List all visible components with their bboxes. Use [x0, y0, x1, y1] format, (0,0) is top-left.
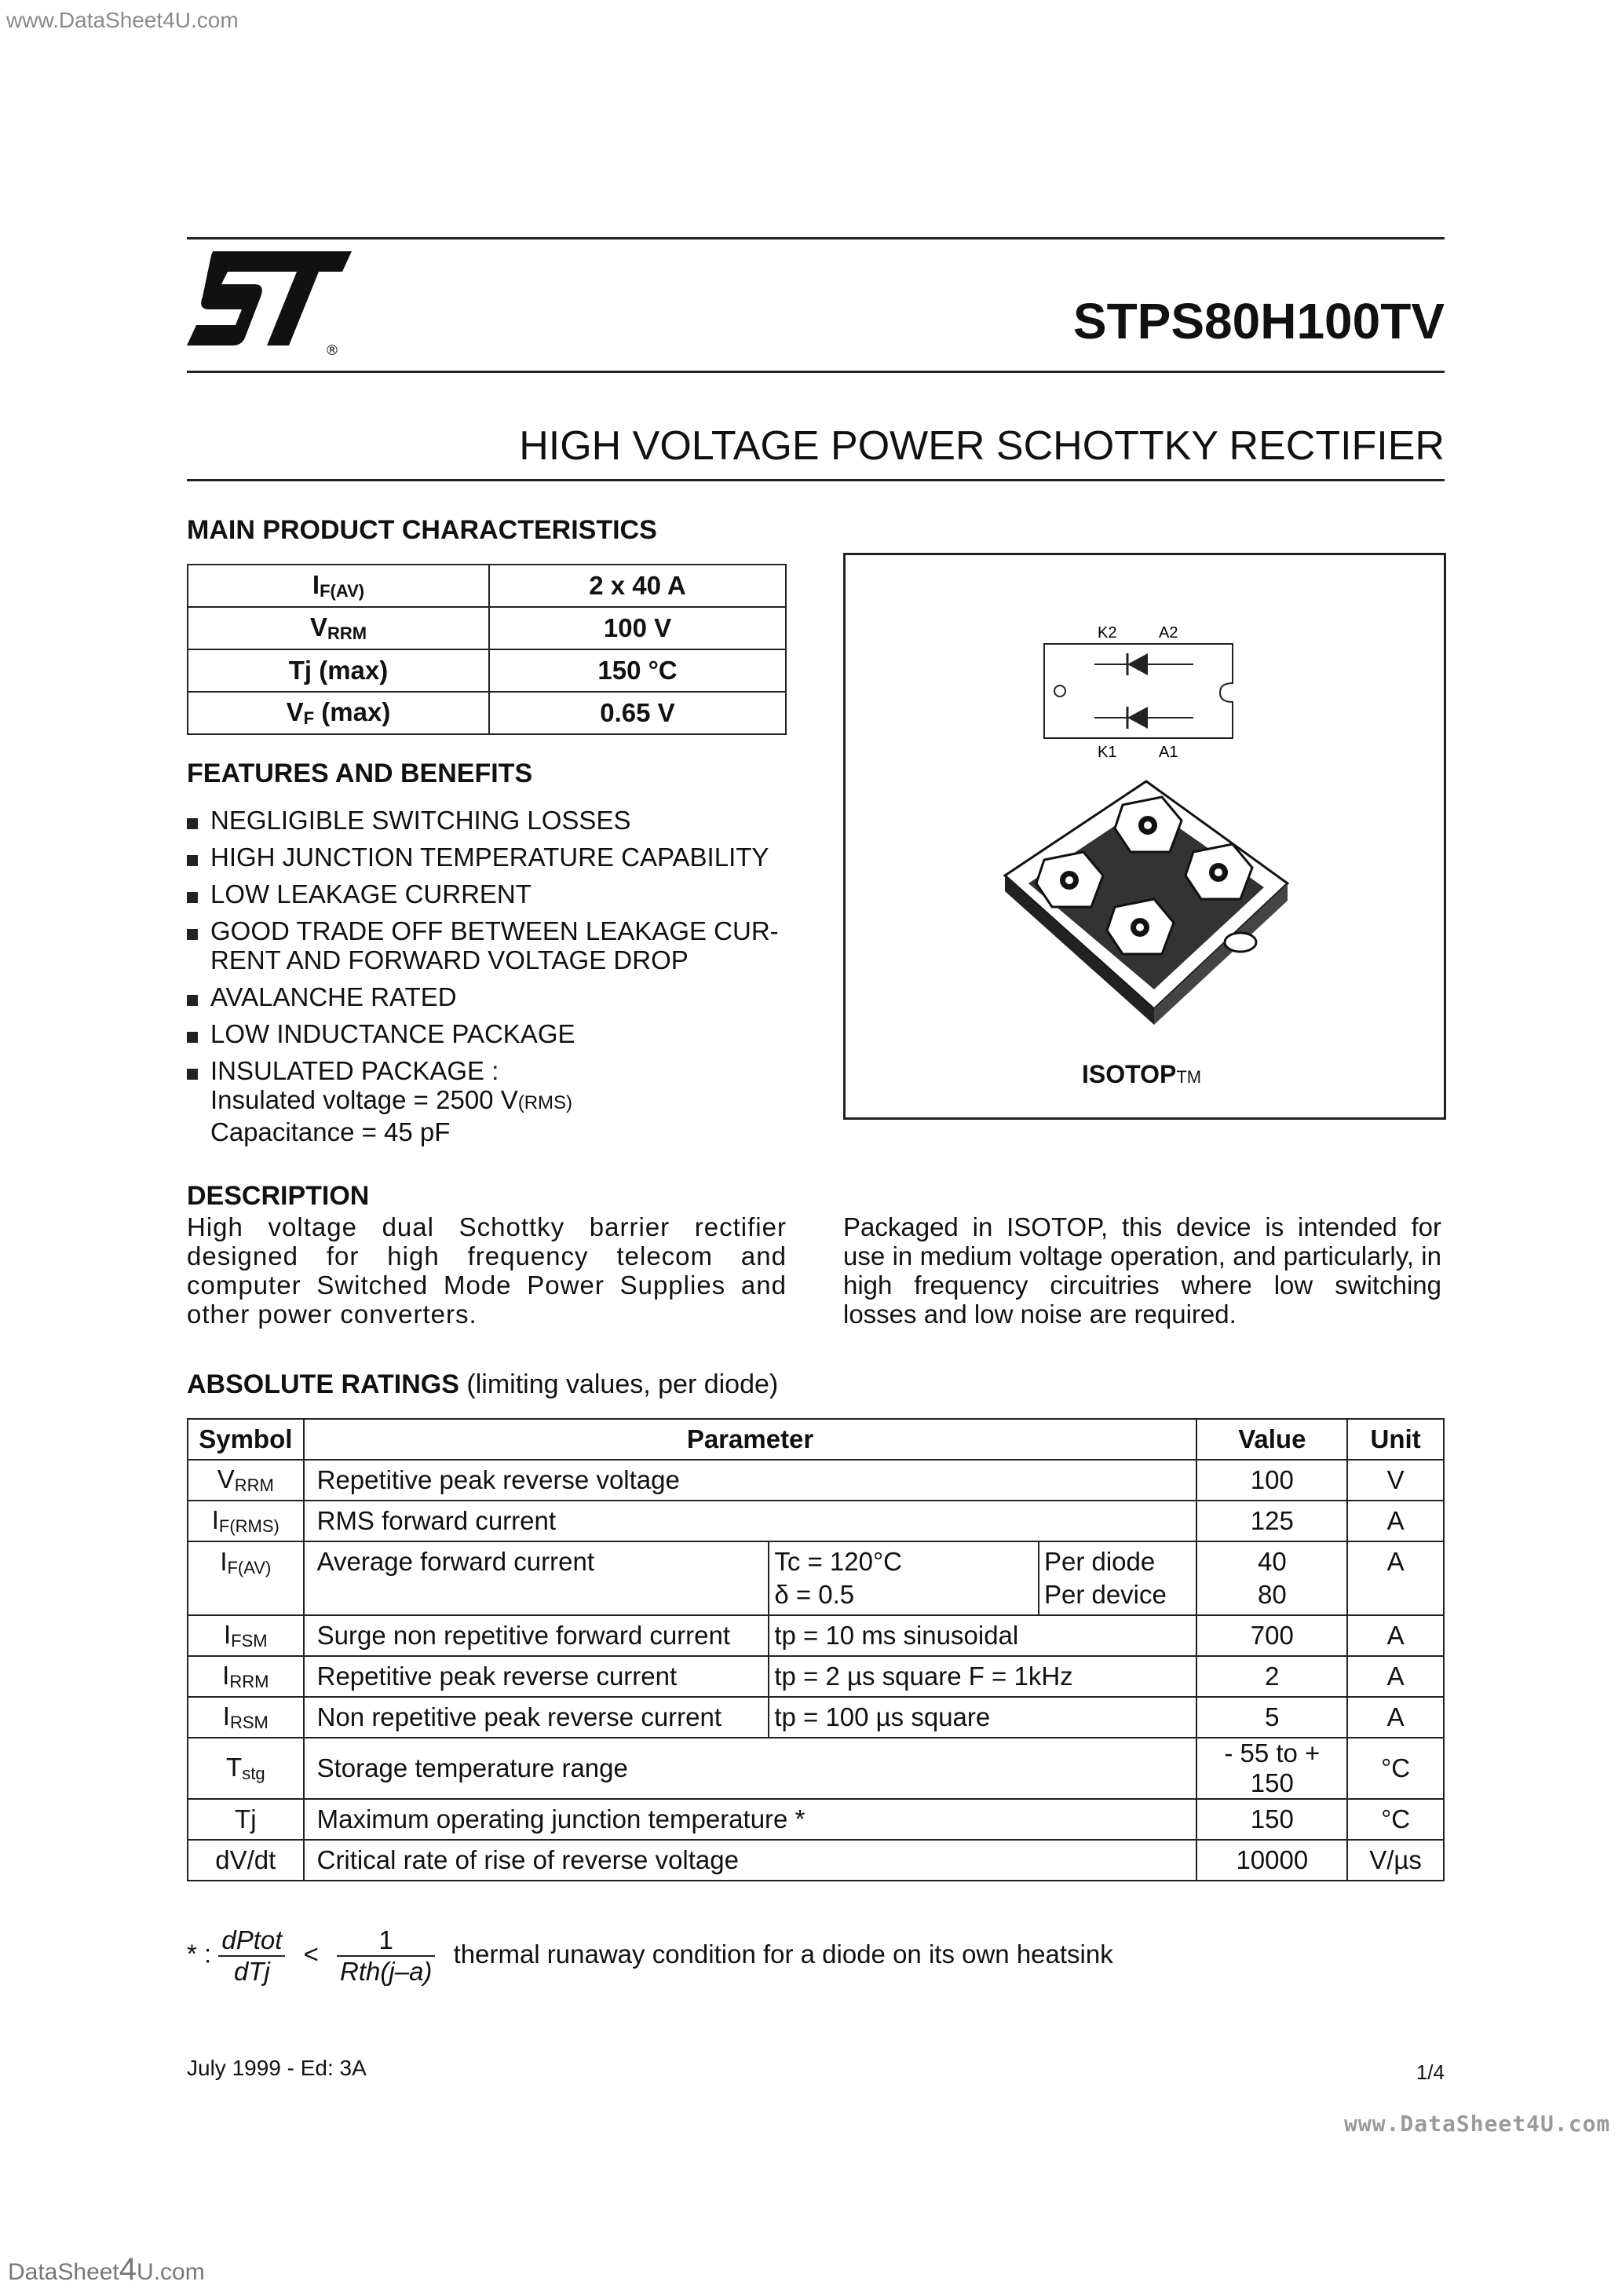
isotop-package-icon [997, 773, 1295, 1025]
cell-symbol: $I_{F(AV)}$ [188, 1541, 304, 1615]
table-row [188, 1697, 1444, 1738]
cell-symbol: $I_{RSM}$ [188, 1697, 304, 1738]
list-item: HIGH JUNCTION TEMPERATURE CAPABILITY [187, 843, 799, 872]
table-row [188, 1615, 1444, 1656]
cell-value: 40 80 [1196, 1541, 1347, 1615]
mpc-value: 0.65 V [489, 692, 786, 734]
watermark-right[interactable]: www.DataSheet4U.com [1344, 2111, 1611, 2137]
cell-unit: °C [1347, 1799, 1444, 1840]
description-title: DESCRIPTION [187, 1181, 370, 1211]
list-item: GOOD TRADE OFF BETWEEN LEAKAGE CUR-RENT AND FORWARD VOLTAGE DROP [187, 916, 799, 974]
table-row [188, 692, 786, 734]
list-item: AVALANCHE RATED [187, 982, 799, 1011]
less-than: < [303, 1939, 319, 1969]
cell-parameter: Critical rate of rise of reverse voltage [304, 1840, 1197, 1881]
watermark-bottom-a: DataSheet [8, 2259, 119, 2285]
cell-symbol: $I_{F(RMS)}$ [188, 1501, 304, 1541]
footer-page: 1/4 [1416, 2060, 1445, 2084]
description-right: Packaged in ISOTOP, this device is intended for use in medium voltage operation, and particularly, in high frequency circuitries where low switching losses and low noise are required. [843, 1212, 1441, 1329]
cell-symbol: $V_{RRM}$ [188, 1460, 304, 1501]
mpc-value: 100 V [489, 607, 786, 649]
cell-condition: Tc = 120°C δ = 0.5 [769, 1541, 1039, 1615]
cell-parameter: Non repetitive peak reverse current [304, 1697, 769, 1738]
main-characteristics-table [187, 564, 787, 735]
col-parameter: Parameter [304, 1419, 1197, 1460]
cell-symbol: $I_{FSM}$ [188, 1615, 304, 1656]
cell-unit: A [1347, 1615, 1444, 1656]
cell-unit: A [1347, 1656, 1444, 1697]
cell-value: 150 [1196, 1799, 1347, 1840]
cell-unit: A [1347, 1501, 1444, 1541]
cell-value: 700 [1196, 1615, 1347, 1656]
watermark-bottom-b: 4 [119, 2252, 137, 2287]
table-row [188, 1460, 1444, 1501]
features-list [187, 806, 799, 1154]
cell-parameter: Maximum operating junction temperature * [304, 1799, 1197, 1840]
cell-parameter: Repetitive peak reverse voltage [304, 1460, 1197, 1501]
cell-symbol: $I_{RRM}$ [188, 1656, 304, 1697]
footnote-star: * : [187, 1939, 212, 1969]
header-top-rule [187, 237, 1445, 239]
cell-value: 10000 [1196, 1840, 1347, 1881]
col-unit: Unit [1347, 1419, 1444, 1460]
header-bottom-rule [187, 371, 1445, 373]
col-value: Value [1196, 1419, 1347, 1460]
cell-parameter: Surge non repetitive forward current [304, 1615, 769, 1656]
cell-unit: V/µs [1347, 1840, 1444, 1881]
cell-unit: V [1347, 1460, 1444, 1501]
table-row [188, 565, 786, 607]
cell-unit: A [1347, 1697, 1444, 1738]
pin-a2: A2 [1159, 624, 1178, 642]
part-number: STPS80H100TV [1072, 293, 1445, 349]
col-symbol: Symbol [188, 1419, 304, 1460]
cell-unit: °C [1347, 1738, 1444, 1799]
cell-parameter: Storage temperature range [304, 1738, 1197, 1799]
fraction-rth: $\frac{1}{\text{Rth(j–a)}}$ [337, 1925, 435, 1987]
logo-registered-mark: ® [325, 342, 339, 359]
fraction-dptot-dtj: $\frac{\text{dPtot}}{\text{dTj}}$ [218, 1925, 285, 1987]
table-row [188, 1541, 1444, 1615]
mpc-symbol: $V_F$ (max) [188, 692, 489, 734]
mpc-symbol: $I_{F(AV)}$ [188, 565, 489, 607]
cell-symbol: $T_{stg}$ [188, 1738, 304, 1799]
cell-symbol: dV/dt [188, 1840, 304, 1881]
cell-parameter: Repetitive peak reverse current [304, 1656, 769, 1697]
mpc-symbol: $V_{RRM}$ [188, 607, 489, 649]
table-row [188, 1738, 1444, 1799]
list-item: LOW INDUCTANCE PACKAGE [187, 1019, 799, 1048]
table-header-row [188, 1419, 1444, 1460]
watermark-top[interactable]: www.DataSheet4U.com [6, 8, 239, 32]
table-row [188, 1840, 1444, 1881]
main-characteristics-title: MAIN PRODUCT CHARACTERISTICS [187, 515, 657, 545]
pin-k1: K1 [1098, 744, 1117, 761]
st-logo-icon [187, 250, 352, 360]
pinout-diagram [1036, 620, 1248, 762]
page-subtitle: HIGH VOLTAGE POWER SCHOTTKY RECTIFIER [519, 423, 1445, 469]
table-row [188, 649, 786, 692]
package-label: ISOTOPTM [1082, 1060, 1202, 1088]
cell-condition2: Per diode Per device [1039, 1541, 1197, 1615]
description-left: High voltage dual Schottky barrier rectifier designed for high frequency telecom and computer Switched Mode Power Supplies and other power converters. [187, 1212, 787, 1329]
cell-value: 2 [1196, 1656, 1347, 1697]
list-item: LOW LEAKAGE CURRENT [187, 879, 799, 909]
cell-parameter: Average forward current [304, 1541, 769, 1615]
watermark-bottom[interactable] [8, 2252, 205, 2287]
insulated-voltage: Insulated voltage = 2500 V(RMS) [210, 1085, 573, 1114]
mpc-value: 150 °C [489, 649, 786, 692]
cell-condition: tp = 2 µs square F = 1kHz [769, 1656, 1196, 1697]
cell-value: - 55 to + 150 [1196, 1738, 1347, 1799]
footer-date: July 1999 - Ed: 3A [187, 2056, 367, 2080]
cell-parameter: RMS forward current [304, 1501, 1197, 1541]
table-row [188, 1656, 1444, 1697]
cell-value: 100 [1196, 1460, 1347, 1501]
footnote-text: thermal runaway condition for a diode on its own heatsink [453, 1939, 1113, 1969]
pin-a1: A1 [1159, 744, 1178, 761]
list-item: NEGLIGIBLE SWITCHING LOSSES [187, 806, 799, 835]
cell-value: 125 [1196, 1501, 1347, 1541]
mpc-symbol: Tj (max) [188, 649, 489, 692]
list-item-insulated [187, 1056, 799, 1146]
cell-condition: tp = 100 µs square [769, 1697, 1196, 1738]
cell-unit: A [1347, 1541, 1444, 1615]
subtitle-rule [187, 479, 1445, 481]
mpc-value: 2 x 40 A [489, 565, 786, 607]
pin-k2: K2 [1098, 624, 1117, 642]
absolute-ratings-title: ABSOLUTE RATINGS (limiting values, per diode) [187, 1369, 779, 1399]
features-title: FEATURES AND BENEFITS [187, 759, 533, 788]
capacitance: Capacitance = 45 pF [210, 1117, 451, 1146]
cell-value: 5 [1196, 1697, 1347, 1738]
table-row [188, 1501, 1444, 1541]
insulated-title: INSULATED PACKAGE : [210, 1056, 499, 1085]
table-row [188, 1799, 1444, 1840]
table-row [188, 607, 786, 649]
footnote-formula [187, 1925, 1113, 1987]
watermark-bottom-c: U.com [137, 2259, 205, 2285]
absolute-ratings-table [187, 1418, 1445, 1881]
cell-condition: tp = 10 ms sinusoidal [769, 1615, 1196, 1656]
cell-symbol: Tj [188, 1799, 304, 1840]
